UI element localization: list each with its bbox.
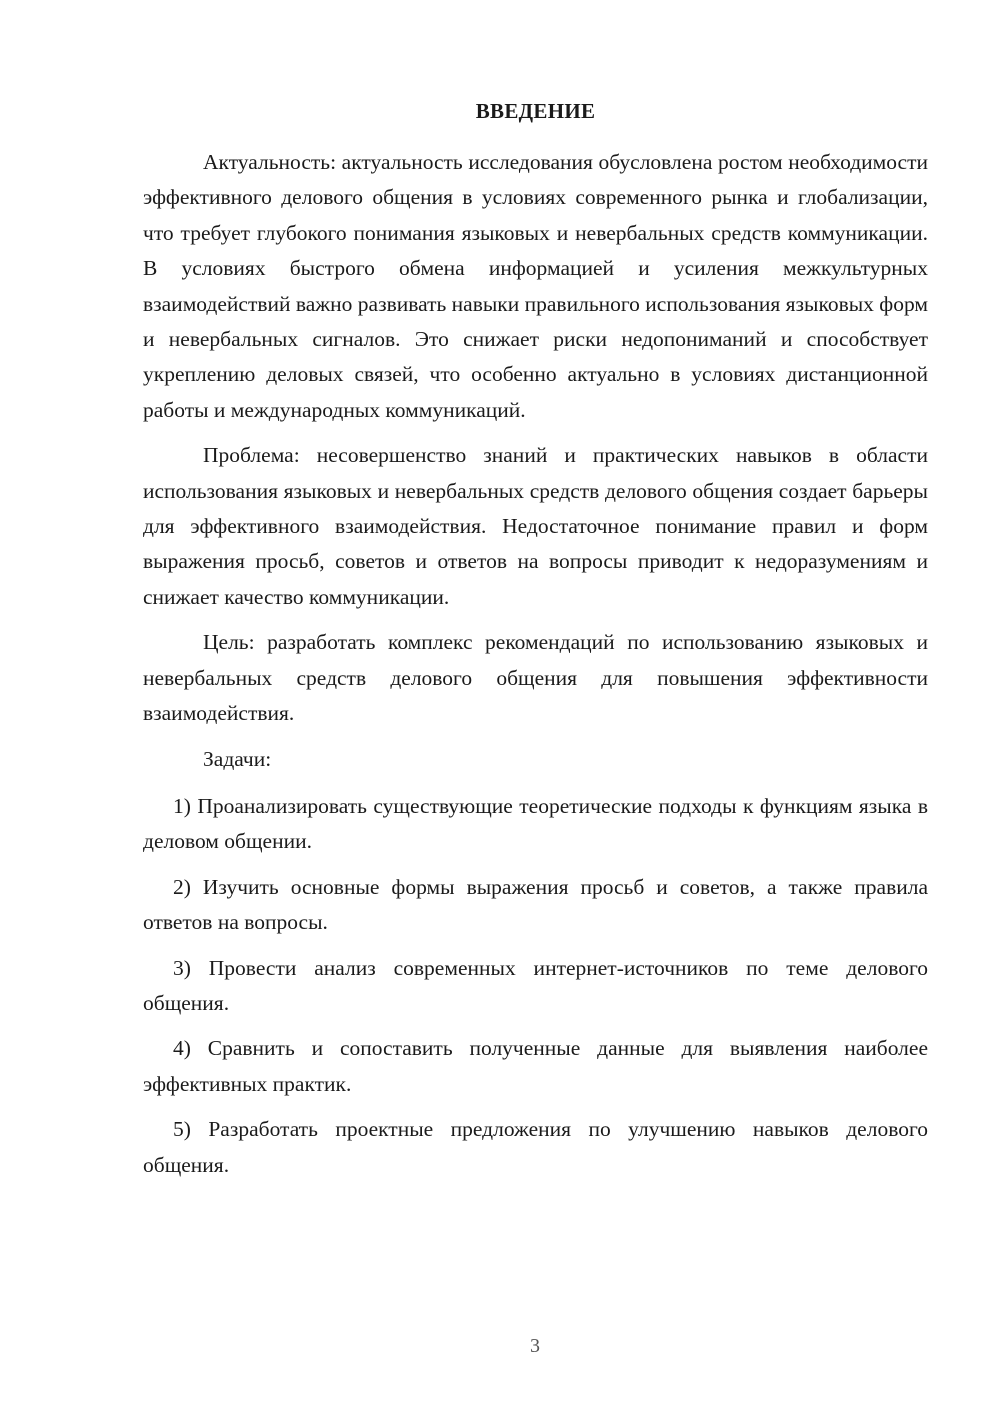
goal-paragraph: Цель: разработать комплекс рекомендаций по использованию языковых и невербальных средств делового общения для повышения эффективности взаимодействия. <box>143 630 928 726</box>
page-number: 3 <box>530 1335 540 1357</box>
document-page <box>143 96 928 1193</box>
problem-paragraph: Проблема: несовершенство знаний и практических навыков в области использования языковых и невербальных средств делового общения создает барьеры для эффективного взаимодействия. Недостаточное понимание правил и форм выражения просьб, советов и ответов на вопросы приводит к недоразумениям и снижает качество коммуникации. <box>143 443 928 609</box>
tasks-label: Задачи: <box>203 746 272 771</box>
task-item-3: 3) Провести анализ современных интернет-источников по теме делового общения. <box>143 955 928 1015</box>
task-item-5: 5) Разработать проектные предложения по улучшению навыков делового общения. <box>143 1117 928 1177</box>
task-item-2: 2) Изучить основные формы выражения просьб и советов, а также правила ответов на вопросы. <box>143 874 928 935</box>
task-item-4: 4) Сравнить и сопоставить полученные данные для выявления наиболее эффективных практик. <box>143 1036 928 1096</box>
relevance-paragraph: Актуальность: актуальность исследования обусловлена ростом необходимости эффективного делового общения в условиях современного рынка и глобализации, что требует глубокого понимания языковых и невербальных средств коммуникации. В условиях быстрого обмена информацией и усиления межкультурных взаимодействий важно развивать навыки правильного использования языковых форм и невербальных сигналов. Это снижает риски недопониманий и способствует укреплению деловых связей, что особенно актуально в условиях дистанционной работы и международных коммуникаций. <box>143 150 929 422</box>
section-title: ВВЕДЕНИЕ <box>475 99 596 123</box>
task-item-1: 1) Проанализировать существующие теоретические подходы к функциям языка в деловом общении. <box>143 793 928 854</box>
